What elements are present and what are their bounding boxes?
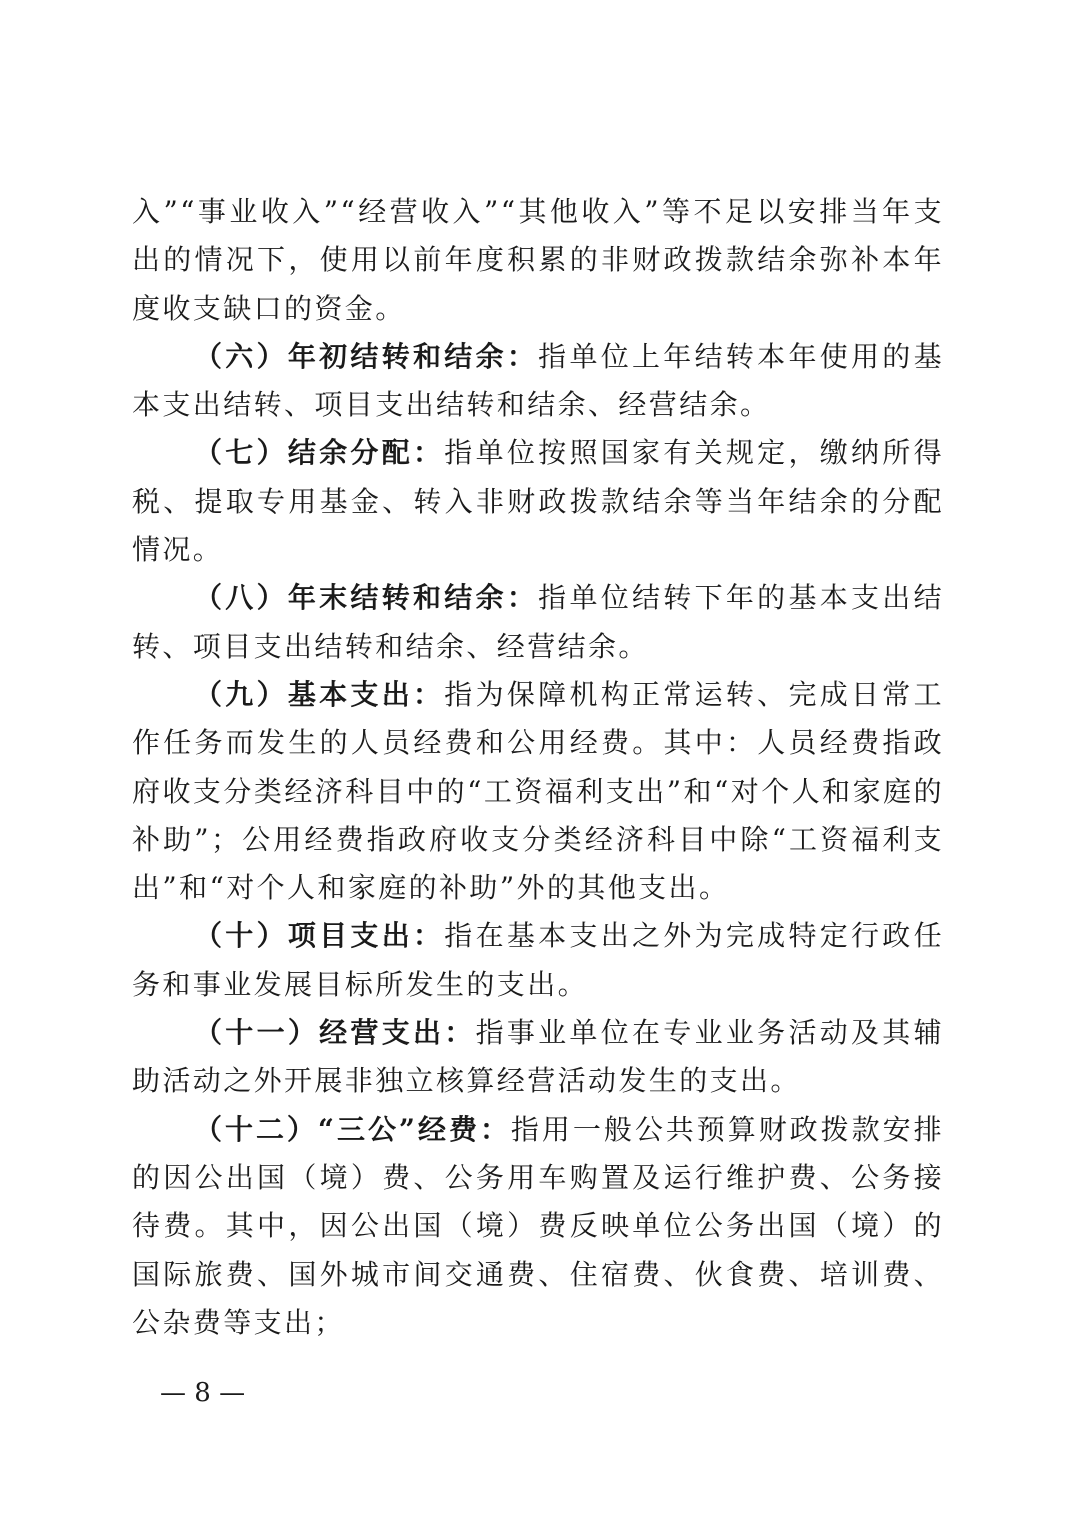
paragraph-term: （七）结余分配： (194, 436, 445, 470)
paragraph-text: 指单位按照国家有关规定，缴纳所得税、提取专用基金、转入非财政拨款结余等当年结余的分配情况。 (132, 436, 944, 567)
paragraph-year-begin-carryover (132, 333, 944, 430)
paragraph-surplus-distribution (132, 429, 944, 574)
paragraph-term: （八）年末结转和结余： (194, 581, 539, 615)
page-number: — 8 — (160, 1378, 246, 1408)
paragraph-text: 入”“事业收入”“经营收入”“其他收入”等不足以安排当年支出的情况下，使用以前年度积累的非财政拨款结余弥补本年度收支缺口的资金。 (132, 195, 944, 325)
paragraph-term: （十二）“三公”经费： (194, 1112, 511, 1146)
document-body (132, 188, 944, 1347)
paragraph-three-public-expenses (132, 1106, 944, 1347)
paragraph-text: 指为保障机构正常运转、完成日常工作任务而发生的人员经费和公用经费。其中：人员经费指政府收支分类经济科目中的“工资福利支出”和“对个人和家庭的补助”；公用经费指政府收支分类经济科目中除“工资福利支出”和“对个人和家庭的补助”外的其他支出。 (132, 677, 944, 905)
paragraph-operating-expenditure (132, 1009, 944, 1106)
paragraph-term: （十）项目支出： (194, 919, 445, 953)
paragraph-text: 指在基本支出之外为完成特定行政任务和事业发展目标所发生的支出。 (132, 919, 944, 1001)
paragraph-year-end-carryover (132, 574, 944, 671)
paragraph-text: 指事业单位在专业业务活动及其辅助活动之外开展非独立核算经营活动发生的支出。 (132, 1016, 944, 1098)
paragraph-text: 指单位结转下年的基本支出结转、项目支出结转和结余、经营结余。 (132, 581, 944, 663)
paragraph-project-expenditure (132, 912, 944, 1009)
paragraph-continuation (132, 188, 944, 333)
paragraph-text: 指单位上年结转本年使用的基本支出结转、项目支出结转和结余、经营结余。 (132, 339, 944, 422)
paragraph-term: （九）基本支出： (194, 677, 445, 711)
paragraph-term: （六）年初结转和结余： (194, 339, 539, 373)
paragraph-basic-expenditure (132, 671, 944, 912)
paragraph-term: （十一）经营支出： (194, 1016, 476, 1050)
paragraph-text: 指用一般公共预算财政拨款安排的因公出国（境）费、公务用车购置及运行维护费、公务接待费。其中，因公出国（境）费反映单位公务出国（境）的国际旅费、国外城市间交通费、住宿费、伙食费、培训费、公杂费等支出； (132, 1112, 944, 1339)
